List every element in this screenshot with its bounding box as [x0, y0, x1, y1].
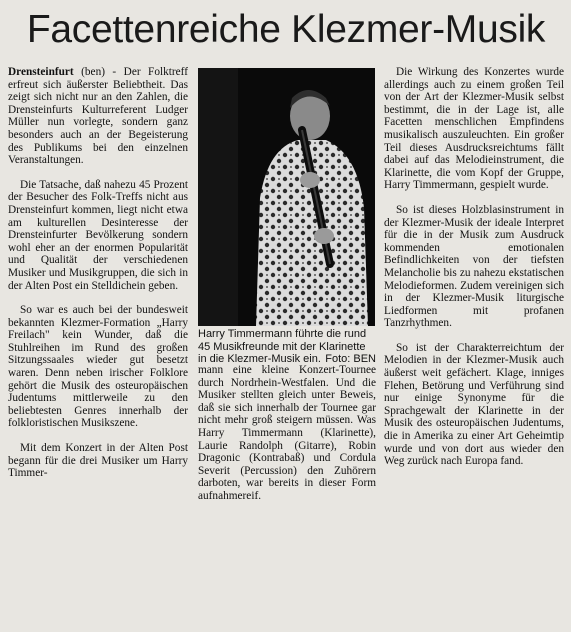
paragraph: So ist der Charakterreichtum der Melodien in der Klezmer-Musik auch äußerst weit gefächert. Klage, inniges Flehen, Betörung und Verführung sind nur einige Synonyme für die Sprachgewalt der Klarinette in der Musik des osteuropäischen Judentums, die in Amerika zu einer Art Geheimtip wurde und von dort aus wieder den Weg zurück nach Europa fand.: [384, 341, 564, 468]
paragraph: Mit dem Konzert in der Alten Post begann für die drei Musiker um Harry Timmer-: [8, 442, 188, 480]
photo-caption: [198, 328, 376, 366]
dateline: Drensteinfurt: [8, 66, 74, 78]
article-column-3: [384, 66, 564, 626]
paragraph: Die Wirkung des Konzertes wurde allerdings auch zu einem großen Teil von der Art der Klezmer-Musik selbst bestimmt, die in der Lage ist, alle Facetten menschlichen Empfindens musikalisch auszuleuchten. Ein großer Teil dieses Ausdrucksreichtums fällt dabei auf das Melodieinstrument, die Klarinette, die vom Kopf der Gruppe, Harry Timmermann, gespielt wurde.: [384, 66, 564, 192]
news-photo: [198, 68, 375, 326]
lead-paragraph: [8, 66, 188, 167]
article-column-2: [198, 364, 376, 626]
photo-credit: Foto: BEN: [325, 353, 376, 365]
paragraph: So war es auch bei der bundesweit bekannten Klezmer-Formation „Harry Freilach" kein Wunder, daß die Stuhlreihen im Rund des großen Sitzungssaales wieder gut besetzt waren. Denn neben irischer Folklore gehört die Musik des osteuropäischen Judentums mittlerweile zu den beliebtesten Genres innerhalb der folkloristischen Musikszene.: [8, 304, 188, 430]
caption-text: Harry Timmermann führte die rund 45 Musikfreunde mit der Klarinette in die Klezmer-Musik ein.: [198, 328, 367, 365]
paragraph: So ist dieses Holzblasinstrument in der Klezmer-Musik der ideale Interpret für die in der Musik zum Ausdruck kommenden emotionalen Befindlichkeiten von der tiefsten Melancholie bis zu nahezu ekstatischen Melodieformen. Zudem vereinigen sich in der Klezmer-Musik liturgische Liedformen mit profanen Tanzrhythmen.: [384, 203, 564, 330]
paragraph: mann eine kleine Konzert-Tournee durch Nordrhein-Westfalen. Und die Musiker stellten gleich unter Beweis, daß sie sich innerhalb der Tournee gar nicht mehr groß steigern müssen. Was Harry Timmermann (Klarinette), Laurie Randolph (Gitarre), Robin Dragonic (Kontrabaß) und Cordula Severit (Percussion) den Zuhörern darboten, war bereits in dieser Form aufnahmereif.: [198, 364, 376, 502]
paragraph: Die Tatsache, daß nahezu 45 Prozent der Besucher des Folk-Treffs nicht aus Drensteinfurt kommen, liegt nicht etwa am kulturellen Desinteresse der Drensteinfurter Bevölkerung sondern wohl eher an der enormen Popularität und Qualität der verschiedenen Musiker und Musikgruppen, die sich in der Alten Post ein Stelldichein geben.: [8, 178, 188, 292]
paragraph-text: Der Folktreff erfreut sich äußerster Beliebtheit. Das zeigt sich nicht nur an den Zahlen, die Drensteinfurts Kulturreferent Ludger Müller nun vorlegte, sondern ganz besonders auch an der Begeisterung des Publikums bei den einzelnen Veranstaltungen.: [8, 66, 188, 167]
headline: Facettenreiche Klezmer-Musik: [26, 8, 546, 51]
byline: (ben) -: [81, 66, 124, 78]
article-column-1: [8, 66, 188, 626]
clarinet-player-photo: [198, 68, 375, 326]
